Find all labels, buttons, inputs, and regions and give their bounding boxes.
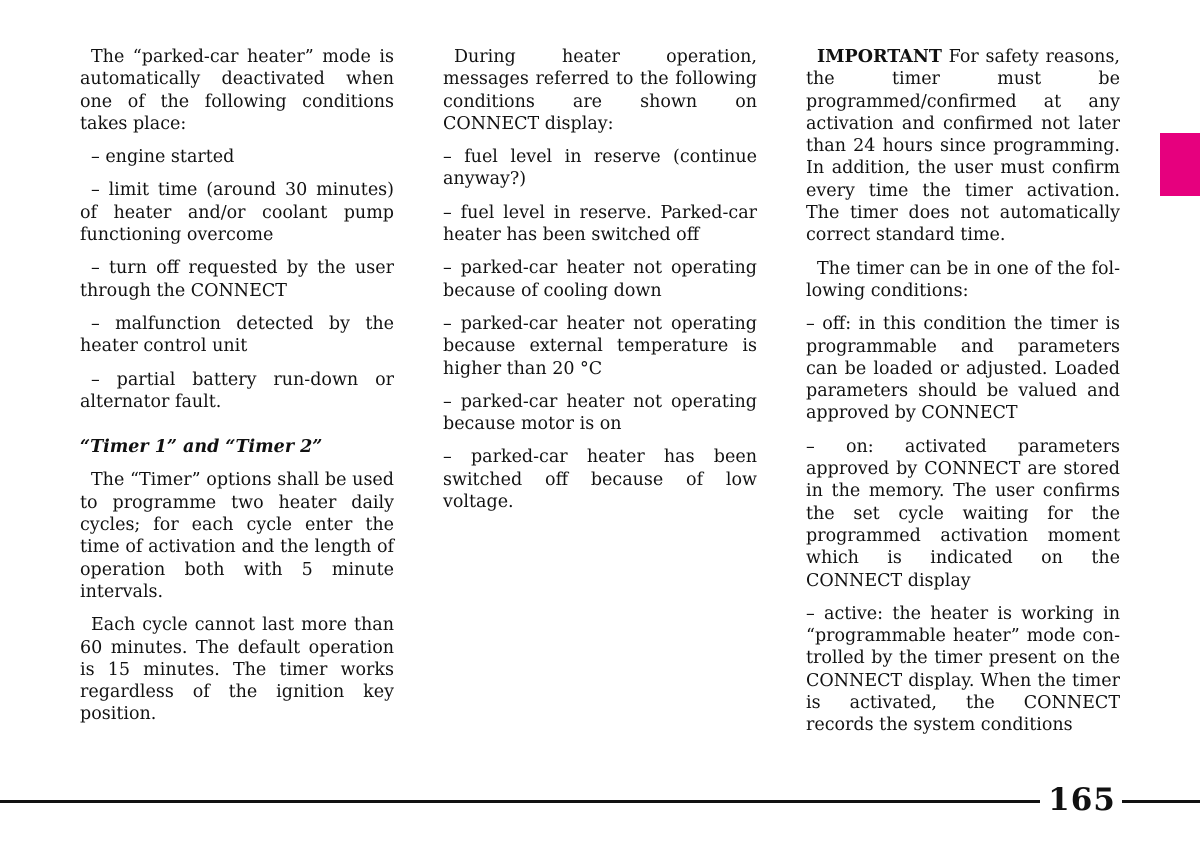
text-column-1: [80, 46, 394, 737]
text-column-3: [806, 46, 1120, 748]
page-number: 165: [1048, 782, 1116, 818]
timer-state-item: – active: the heater is working in “programmable heater” mode controlled by the timer present on the CONNECT display. When the timer is activated, the CONNECT records the system conditions: [806, 603, 1120, 736]
important-text: For safety reasons, the timer must be programmed/confirmed at any activation and confirmed not later than 24 hours since programming. In addition, the user must confirm every time the timer activation. The timer does not automatically correct standard time.: [806, 47, 1120, 246]
condition-item: – turn off requested by the user through the CONNECT: [80, 258, 394, 301]
condition-item: – partial battery run-down or alternator fault.: [80, 369, 394, 412]
message-item: – parked-car heater not operating because of cooling down: [443, 258, 757, 301]
text-column-2: [443, 46, 757, 524]
paragraph: The “parked-car heater” mode is automatically deactivated when one of the following conditions takes place:: [80, 47, 394, 134]
paragraph: During heater operation, messages referred to the following conditions are shown on CONNECT display:: [443, 47, 757, 134]
paragraph: Each cycle cannot last more than 60 minutes. The default operation is 15 minutes. The timer works regardless of the ignition key position.: [80, 615, 394, 725]
paragraph: The timer can be in one of the following conditions:: [806, 258, 1120, 301]
paragraph: The “Timer” options shall be used to programme two heater daily cycles; for each cycle enter the time of activation and the length of operation both with 5 minute intervals.: [80, 470, 394, 602]
important-note: [806, 46, 1120, 247]
timer-state-item: – on: activated parameters approved by CONNECT are stored in the memory. The user confirms the set cycle waiting for the programmed activation moment which is indicated on the CONNECT display: [806, 436, 1120, 591]
condition-item: – limit time (around 30 minutes) of heater and/or coolant pump functioning overcome: [80, 180, 394, 246]
footer-rule-left: [0, 800, 1040, 803]
section-tab-marker: [1160, 133, 1200, 196]
message-item: – parked-car heater has been switched off because of low voltage.: [443, 447, 757, 513]
message-item: – parked-car heater not operating because external temperature is higher than 20 °C: [443, 313, 757, 379]
section-heading: “Timer 1” and “Timer 2”: [80, 437, 323, 458]
message-item: – fuel level in reserve (continue anyway?): [443, 147, 757, 190]
important-label: IMPORTANT: [817, 47, 942, 67]
message-item: – fuel level in reserve. Parked-car heater has been switched off: [443, 202, 757, 246]
timer-state-item: – off: in this condition the timer is programmable and parameters can be loaded or adjusted. Loaded parameters should be valued and approved by CONNECT: [806, 314, 1120, 424]
message-item: – parked-car heater not operating because motor is on: [443, 391, 757, 435]
footer-rule-right: [1122, 800, 1200, 803]
condition-item: – engine started: [91, 147, 235, 168]
condition-item: – malfunction detected by the heater control unit: [80, 313, 394, 357]
